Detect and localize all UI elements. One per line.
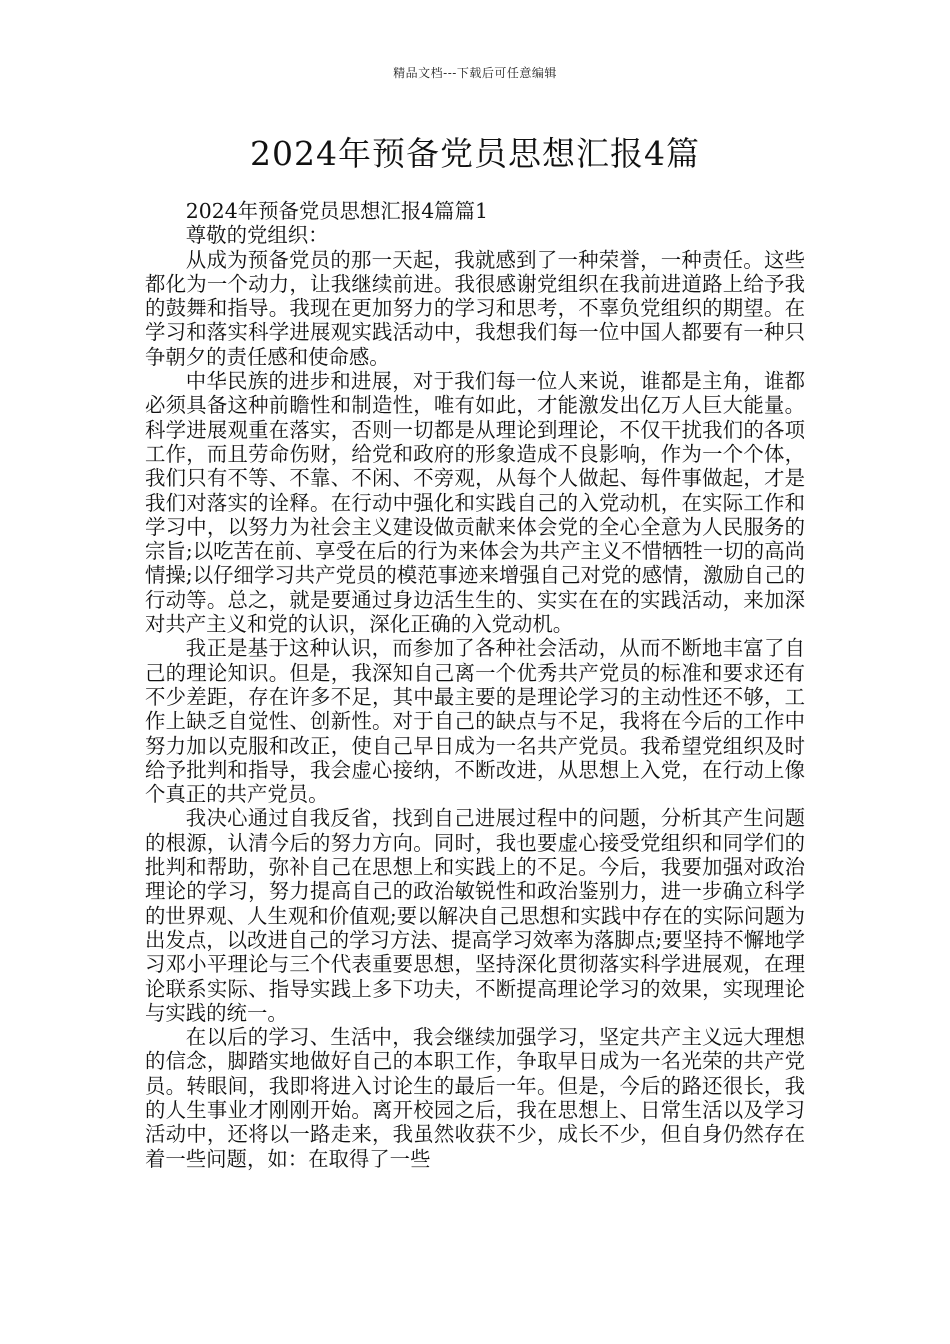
document-title: 2024年预备党员思想汇报4篇	[250, 134, 700, 173]
paragraph-3: 我正是基于这种认识，而参加了各种社会活动，从而不断地丰富了自己的理论知识。但是，我深知自己离一个优秀共产党员的标准和要求还有不少差距，存在许多不足，其中最主要的是理论学习的主动性还不够，工作上缺乏自觉性、创新性。对于自己的缺点与不足，我将在今后的工作中努力加以克服和改正，使自己早日成为一名共产党员。我希望党组织及时给予批判和指导，我会虚心接纳，不断改进，从思想上入党，在行动上像个真正的共产党员。	[145, 636, 805, 807]
paragraph-1: 从成为预备党员的那一天起，我就感到了一种荣誉，一种责任。这些都化为一个动力，让我继续前进。我很感谢党组织在我前进道路上给予我的鼓舞和指导。我现在更加努力的学习和思考，不辜负党组织的期望。在学习和落实科学进展观实践活动中，我想我们每一位中国人都要有一种只争朝夕的责任感和使命感。	[145, 247, 805, 369]
paragraph-4: 我决心通过自我反省，找到自己进展过程中的问题，分析其产生问题的根源，认清今后的努力方向。同时，我也要虚心接受党组织和同学们的批判和帮助，弥补自己在思想上和实践上的不足。今后，我要加强对政治理论的学习，努力提高自己的政治敏锐性和政治鉴别力，进一步确立科学的世界观、人生观和价值观;要以解决自己思想和实践中存在的实际问题为出发点，以改进自己的学习方法、提高学习效率为落脚点;要坚持不懈地学习邓小平理论与三个代表重要思想，坚持深化贯彻落实科学进展观，在理论联系实际、指导实践上多下功夫，不断提高理论学习的效果，实现理论与实践的统一。	[145, 806, 805, 1025]
paragraph-2: 中华民族的进步和进展，对于我们每一位人来说，谁都是主角，谁都必须具备这种前瞻性和制造性，唯有如此，才能激发出亿万人巨大能量。科学进展观重在落实，否则一切都是从理论到理论，不仅干扰我们的各项工作，而且劳命伤财，给党和政府的形象造成不良影响，作为一个个体，我们只有不等、不靠、不闲、不旁观，从每个人做起、每件事做起，才是我们对落实的诠释。在行动中强化和实践自己的入党动机，在实际工作和学习中，以努力为社会主义建设做贡献来体会党的全心全意为人民服务的宗旨;以吃苦在前、享受在后的行为来体会为共产主义不惜牺牲一切的高尚情操;以仔细学习共产党员的模范事迹来增强自己对党的感情，激励自己的行动等。总之，就是要通过身边活生生的、实实在在的实践活动，来加深对共产主义和党的认识，深化正确的入党动机。	[145, 369, 805, 637]
salutation: 尊敬的党组织：	[185, 223, 329, 248]
section-heading: 2024年预备党员思想汇报4篇篇1	[185, 199, 488, 223]
paragraph-5: 在以后的学习、生活中，我会继续加强学习，坚定共产主义远大理想的信念，脚踏实地做好自己的本职工作，争取早日成为一名光荣的共产党员。转眼间，我即将进入讨论生的最后一年。但是，今后的路还很长，我的人生事业才刚刚开始。离开校园之后，我在思想上、日常生活以及学习活动中，还将以一路走来，我虽然收获不少，成长不少，但自身仍然存在着一些问题，如：在取得了一些	[145, 1025, 805, 1171]
header-note: 精品文档---下载后可任意编辑	[393, 66, 557, 80]
document-body	[145, 199, 805, 1171]
